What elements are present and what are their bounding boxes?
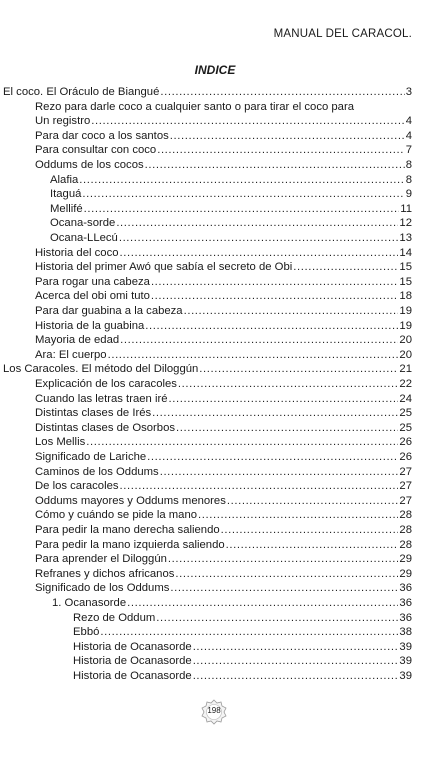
toc-entry-title: Los Caracoles. El método del Diloggún <box>3 363 199 376</box>
dot-leader <box>100 626 398 639</box>
toc-entry-title: Significado de los Oddums <box>35 582 170 595</box>
toc-entry-title: Para pedir la mano derecha saliendo <box>35 524 220 536</box>
page-number: 198 <box>207 706 221 715</box>
toc-entry <box>35 320 412 333</box>
toc-entry-page: 18 <box>399 290 412 303</box>
toc-entry <box>35 290 412 303</box>
toc-entry-title: Acerca del obi omi tuto <box>35 290 150 303</box>
toc-entry <box>35 568 412 581</box>
dot-leader <box>175 568 398 581</box>
toc-entry-title: Mellifé <box>50 202 83 215</box>
toc-entry <box>35 480 412 493</box>
dot-leader <box>227 495 399 508</box>
toc-entry <box>50 174 412 187</box>
toc-entry-page: 4 <box>405 129 412 142</box>
dot-leader <box>178 378 399 391</box>
toc-entry <box>50 203 412 216</box>
dot-leader <box>160 466 399 479</box>
toc-entry-title: Rezo para darle coco a cualquier santo o para tirar el coco para <box>35 100 355 113</box>
toc-entry-page: 22 <box>399 378 412 390</box>
dot-leader <box>147 451 398 464</box>
toc-entry-page: 20 <box>399 334 412 347</box>
toc-entry-title: Para consultar con coco <box>35 144 157 157</box>
toc-entry <box>35 276 412 289</box>
dot-leader <box>79 174 404 187</box>
toc-entry-page: 28 <box>399 524 412 536</box>
toc-entry-page: 28 <box>399 509 412 522</box>
dot-leader <box>169 393 399 406</box>
dot-leader <box>120 247 399 260</box>
toc-entry <box>35 130 412 143</box>
toc-entry-title: Significado de Lariche <box>35 451 147 463</box>
toc-entry-title: Explicación de los caracoles <box>35 378 177 390</box>
toc-entry-title: Para dar coco a los santos <box>35 129 169 142</box>
toc-entry-page: 19 <box>399 305 412 317</box>
toc-entry-title: Para dar guabina a la cabeza <box>35 305 183 317</box>
dot-leader <box>170 130 405 143</box>
toc-entry <box>73 641 412 654</box>
toc-entry-title: Los Mellis <box>35 436 86 449</box>
dot-leader <box>168 553 399 566</box>
toc-entry-page: 9 <box>405 188 412 201</box>
toc-entry-title: Ara: El cuerpo <box>35 348 107 361</box>
dot-leader <box>156 612 398 625</box>
toc-entry-title: Historia del primer Awó que sabía el secreto de Obi <box>35 261 293 274</box>
toc-entry <box>35 582 412 595</box>
toc-entry <box>73 655 412 668</box>
toc-entry <box>35 115 412 128</box>
toc-entry <box>73 670 412 683</box>
dot-leader <box>151 276 398 289</box>
toc-entry-page: 39 <box>399 640 412 653</box>
dot-leader <box>119 232 399 245</box>
toc-entry <box>35 378 412 391</box>
toc-entry-title: Para rogar una cabeza <box>35 275 150 288</box>
toc-entry-page: 39 <box>399 655 412 668</box>
toc-entry <box>35 539 412 552</box>
toc-entry-page: 29 <box>399 553 412 566</box>
toc-entry-page: 26 <box>399 451 412 463</box>
dot-leader <box>199 363 398 376</box>
toc-entry-page: 20 <box>399 348 412 361</box>
dot-leader <box>157 144 405 157</box>
toc-entry-page: 36 <box>399 597 412 609</box>
toc-entry-title: Historia de Ocanasorde <box>73 640 192 653</box>
toc-entry <box>35 466 412 479</box>
toc-entry-page: 12 <box>399 217 412 230</box>
toc-entry-title: Ocana-sorde <box>50 217 116 230</box>
toc-entry <box>52 597 412 610</box>
toc-entry <box>35 509 412 522</box>
toc-entry-page: 39 <box>399 670 412 682</box>
toc-entry-title: Para aprender el Diloggún <box>35 553 167 566</box>
toc-entry-title: Oddums de los cocos <box>35 159 144 171</box>
toc-entry-title: Un registro <box>35 115 91 128</box>
toc-entry <box>35 261 412 274</box>
dot-leader <box>152 407 398 420</box>
toc-entry-page: 15 <box>399 275 412 288</box>
toc-entry <box>35 422 412 435</box>
toc-entry <box>50 217 412 230</box>
dot-leader <box>108 349 399 362</box>
toc-entry-title: Historia de la guabina <box>35 319 145 332</box>
toc-entry <box>35 159 412 172</box>
dot-leader <box>293 261 398 274</box>
toc-entry <box>35 305 412 318</box>
toc-entry-page: 7 <box>405 144 412 157</box>
toc-entry <box>50 188 412 201</box>
toc-entry <box>73 626 412 639</box>
toc-entry-page: 26 <box>399 436 412 449</box>
dot-leader <box>145 159 405 172</box>
toc-entry <box>35 334 412 347</box>
toc-entry-page: 13 <box>399 232 412 244</box>
toc-entry <box>35 144 412 157</box>
dot-leader <box>127 597 398 610</box>
dot-leader <box>170 582 398 595</box>
toc-entry-title: Historia del coco <box>35 246 119 259</box>
dot-leader <box>184 305 399 318</box>
dot-leader <box>86 436 398 449</box>
dot-leader <box>120 334 398 347</box>
toc-entry-page: 3 <box>405 86 412 98</box>
toc-entry-title: Oddums mayores y Oddums menores <box>35 494 226 507</box>
dot-leader <box>198 509 398 522</box>
toc-entry-title: Mayoria de edad <box>35 334 120 347</box>
toc-entry-page: 29 <box>399 567 412 580</box>
toc-entry-title: Refranes y dichos africanos <box>35 567 175 580</box>
toc-entry <box>35 247 412 260</box>
toc-entry <box>3 86 412 99</box>
toc-entry-page: 36 <box>399 611 412 624</box>
toc-entry-page: 24 <box>399 392 412 405</box>
dot-leader <box>84 203 400 216</box>
toc-entry-page: 27 <box>399 465 412 478</box>
toc-entry-page: 15 <box>399 261 412 274</box>
dot-leader <box>160 86 404 99</box>
toc-entry-page: 25 <box>399 407 412 420</box>
dot-leader <box>91 115 404 128</box>
toc-entry-title: El coco. El Oráculo de Biangué <box>3 86 160 98</box>
toc-entry-page: 11 <box>400 202 412 215</box>
toc-entry <box>35 553 412 566</box>
dot-leader <box>193 670 399 683</box>
toc-entry-page: 27 <box>399 494 412 507</box>
toc-entry-title: Historia de Ocanasorde <box>73 655 192 668</box>
toc-entry-title: Historia de Ocanasorde <box>73 670 192 682</box>
dot-leader <box>116 217 398 230</box>
toc-entry-title: De los caracoles <box>35 480 119 493</box>
toc-entry-title: Cuando las letras traen iré <box>35 392 168 405</box>
dot-leader <box>221 524 399 537</box>
toc-entry-title: Caminos de los Oddums <box>35 465 159 478</box>
dot-leader <box>151 290 399 303</box>
toc-entry <box>35 495 412 508</box>
toc-entry-title: Distintas clases de Osorbos <box>35 421 176 434</box>
dot-leader <box>176 422 398 435</box>
toc-entry <box>73 612 412 625</box>
toc-entry <box>35 407 412 420</box>
toc-entry-page: 21 <box>399 363 412 376</box>
toc-entry-page: 28 <box>399 538 412 551</box>
toc-entry-title: Cómo y cuándo se pide la mano <box>35 509 198 522</box>
toc-entry <box>35 524 412 537</box>
dot-leader <box>193 655 399 668</box>
toc-entry-title: Ebbó <box>73 626 100 639</box>
dot-leader <box>145 320 398 333</box>
toc-entry-page: 27 <box>399 480 412 493</box>
dot-leader <box>226 539 399 552</box>
dot-leader <box>193 641 399 654</box>
toc-entry <box>35 393 412 406</box>
toc-entry <box>3 363 412 376</box>
toc-entry-title: Itaguá <box>50 188 82 201</box>
dot-leader <box>120 480 399 493</box>
toc-entry-page: 36 <box>399 582 412 595</box>
toc-entry-page: 8 <box>405 173 412 186</box>
running-header: MANUAL DEL CARACOL. <box>273 28 412 40</box>
toc-entry <box>50 232 412 245</box>
index-title: INDICE <box>194 63 236 77</box>
toc-entry-title: Ocana-LLecú <box>50 232 118 244</box>
toc-entry <box>35 451 412 464</box>
toc-entry-page: 38 <box>399 626 412 639</box>
toc-entry-page: 14 <box>399 246 412 259</box>
toc-entry-title: 1. Ocanasorde <box>52 597 127 609</box>
toc-entry <box>35 436 412 449</box>
page-number-badge <box>201 699 227 725</box>
toc-entry-page: 19 <box>399 319 412 332</box>
toc-entry-title: Alafia <box>50 173 79 186</box>
dot-leader <box>82 188 404 201</box>
toc-entry-page: 25 <box>399 421 412 434</box>
toc-entry-title: Rezo de Oddum <box>73 611 156 624</box>
toc-entry-page: 4 <box>405 115 412 128</box>
toc-entry-title: Distintas clases de Irés <box>35 407 152 420</box>
toc-entry-page: 8 <box>405 159 412 171</box>
toc-entry <box>35 349 412 362</box>
toc-entry-title: Para pedir la mano izquierda saliendo <box>35 538 225 551</box>
